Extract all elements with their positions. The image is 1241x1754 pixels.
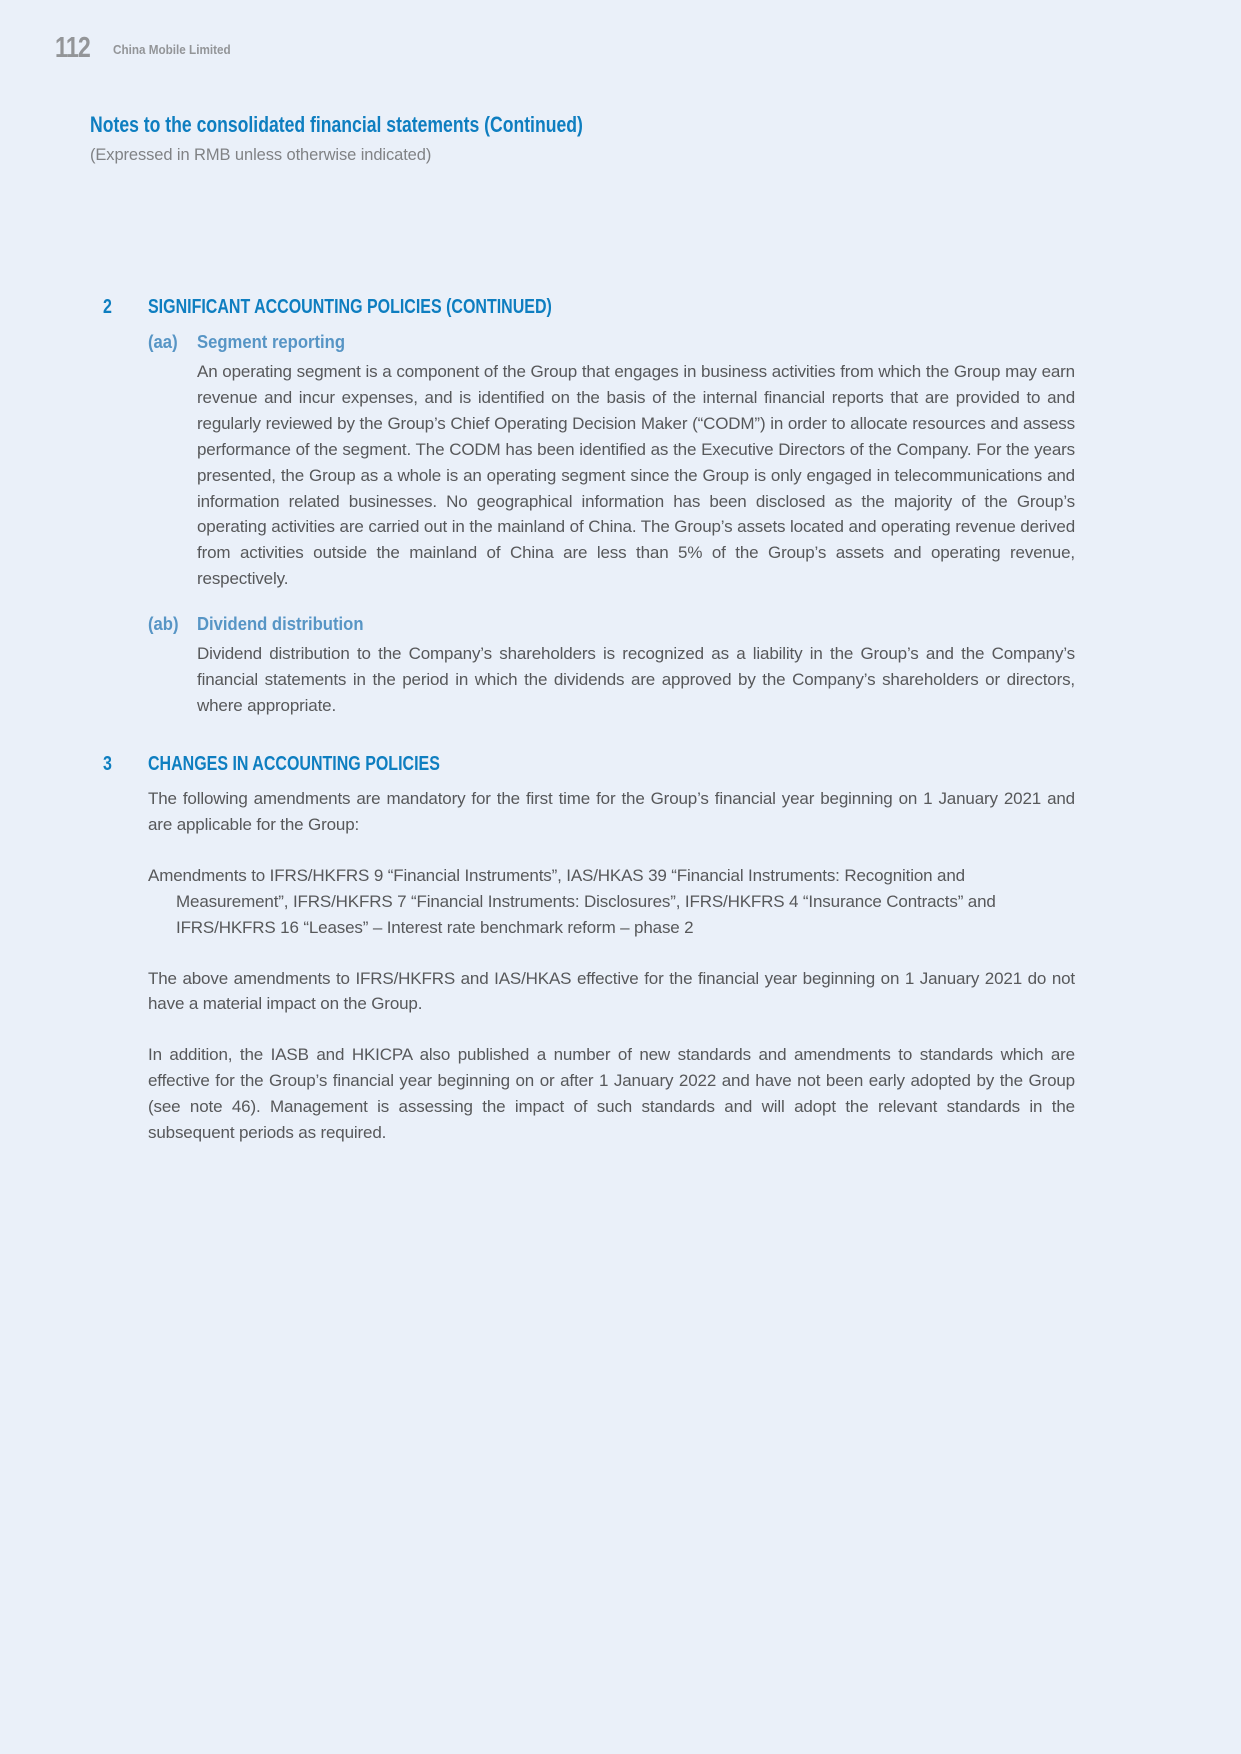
title-block (90, 112, 706, 165)
page-header (55, 34, 244, 63)
section-3-content (148, 786, 1075, 1146)
document-title-text: Notes to the consolidated financial statements (Continued) (90, 112, 583, 137)
section-3-heading-row (103, 753, 1075, 775)
section-3-heading (148, 753, 1075, 775)
company-name: China Mobile Limited (112, 42, 231, 57)
document-subtitle: (Expressed in RMB unless otherwise indicated) (90, 146, 432, 164)
section-3-number-text: 3 (103, 753, 112, 775)
subsection-aa-paragraph: An operating segment is a component of the Group that engages in business activities from which the Group may earn revenue and incur expenses, and is identified on the basis of the internal financial reports that are provided to and regularly reviewed by the Group’s Chief Operating Decision Maker (“CODM”) in order to allocate resources and assess performance of the segment. The CODM has been identified as the Executive Directors of the Company. For the years presented, the Group as a whole is an operating segment since the Group is only engaged in telecommunications and information related businesses. No geographical information has been disclosed as the majority of the Group’s operating activities are carried out in the mainland of China. The Group’s assets located and operating revenue derived from activities outside the mainland of China are less than 5% of the Group’s assets and operating revenue, respectively. (197, 362, 1075, 589)
section-changes-in-accounting-policies (103, 753, 1075, 1171)
section-2-heading (148, 296, 1075, 318)
subsection-aa-segment-reporting (148, 331, 1075, 592)
subsection-aa-label-text: (aa) (148, 331, 178, 352)
subsection-aa-label (148, 331, 197, 592)
section-2-number-text: 2 (103, 296, 112, 318)
page-number: 112 (55, 32, 91, 64)
section-3-amendments-list: Amendments to IFRS/HKFRS 9 “Financial Instruments”, IAS/HKAS 39 “Financial Instruments: Recognition and Measurement”, IFRS/HKFRS 7 “Financial Instruments: Disclosures”, IFRS/HKFRS 4 “Insurance Contracts” and IFRS/HKFRS 16 “Leases” – Interest rate benchmark reform – phase 2 (148, 865, 996, 937)
section-significant-accounting-policies (103, 296, 1075, 719)
subsection-ab-label (148, 613, 197, 719)
subsection-aa-content (197, 331, 1075, 592)
section-3-paragraph-1: The following amendments are mandatory for the first time for the Group’s financial year beginning on 1 January 2021 and are applicable for the Group: (148, 789, 1075, 834)
subsection-aa-heading-text: Segment reporting (197, 331, 346, 352)
section-3-number (103, 753, 148, 775)
subsection-ab-heading-text: Dividend distribution (197, 613, 364, 635)
section-2-heading-row (103, 296, 1075, 318)
subsection-ab-heading (197, 613, 1075, 634)
section-2-number (103, 296, 148, 318)
section-2-heading-text: SIGNIFICANT ACCOUNTING POLICIES (CONTINUED) (148, 296, 552, 318)
section-3-paragraph-4: In addition, the IASB and HKICPA also published a number of new standards and amendments to standards which are effective for the Group’s financial year beginning on or after 1 January 2022 and have not been early adopted by the Group (see note 46). Management is assessing the impact of such standards and will adopt the relevant standards in the subsequent periods as required. (148, 1045, 1075, 1143)
subsection-ab-paragraph: Dividend distribution to the Company’s shareholders is recognized as a liability in the Group’s and the Company’s financial statements in the period in which the dividends are approved by the Company’s shareholders or directors, where appropriate. (197, 644, 1075, 715)
section-3-paragraph-3: The above amendments to IFRS/HKFRS and IAS/HKAS effective for the financial year beginning on 1 January 2021 do not have a material impact on the Group. (148, 968, 1075, 1014)
section-3-heading-text: CHANGES IN ACCOUNTING POLICIES (148, 753, 440, 775)
subsection-aa-heading (197, 331, 1075, 352)
subsection-ab-dividend-distribution (148, 613, 1075, 719)
document-title (90, 112, 706, 138)
subsection-ab-label-text: (ab) (148, 613, 179, 635)
subsection-ab-content (197, 613, 1075, 719)
